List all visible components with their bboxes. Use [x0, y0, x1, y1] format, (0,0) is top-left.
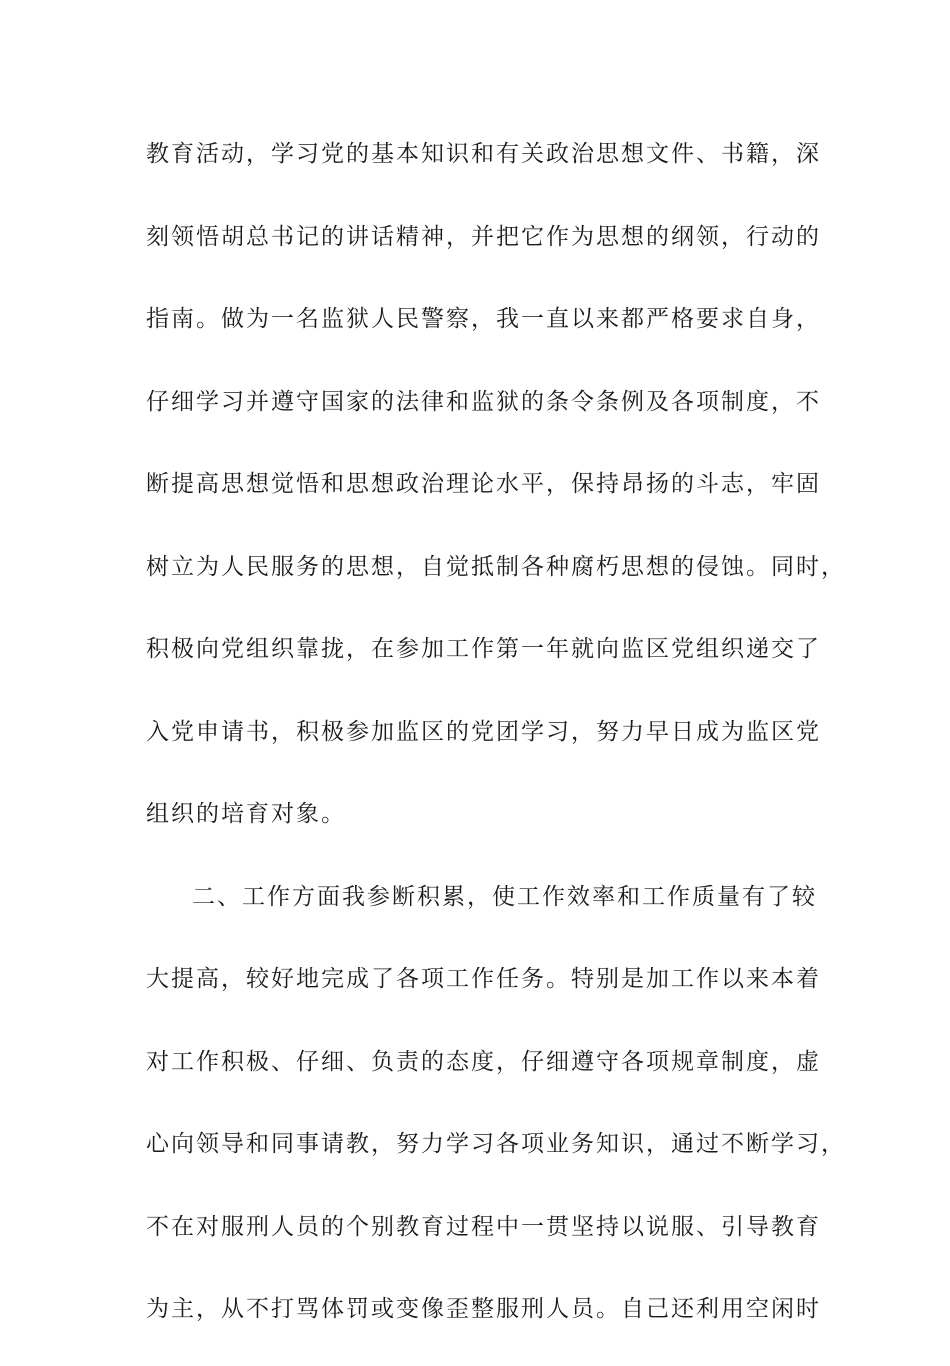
body-text: [146, 128, 846, 1366]
text-line: 为主，从不打骂体罚或变像歪整服刑人员。自己还利用空闲时: [146, 1296, 821, 1322]
text-line: 仔细学习并遵守国家的法律和监狱的条令条例及各项制度，不: [146, 388, 821, 415]
paragraph-start-line: 二、工作方面我参断积累，使工作效率和工作质量有了较: [192, 883, 817, 910]
text-line: 大提高，较好地完成了各项工作任务。特别是加工作以来本着: [146, 966, 821, 992]
text-line: 断提高思想觉悟和思想政治理论水平，保持昂扬的斗志，牢固: [146, 471, 821, 497]
text-line: 对工作积极、仔细、负责的态度，仔细遵守各项规章制度，虚: [146, 1048, 821, 1075]
text-line: 不在对服刑人员的个别教育过程中一贯坚持以说服、引导教育: [146, 1213, 821, 1240]
text-line: 教育活动，学习党的基本知识和有关政治思想文件、书籍，深: [146, 141, 821, 167]
text-line: 心向领导和同事请教，努力学习各项业务知识，通过不断学习，: [146, 1131, 846, 1157]
text-line: 树立为人民服务的思想，自觉抵制各种腐朽思想的侵蚀。同时，: [146, 553, 846, 580]
text-line: 指南。做为一名监狱人民警察，我一直以来都严格要求自身，: [146, 306, 821, 332]
text-line: 刻领悟胡总书记的讲话精神，并把它作为思想的纲领，行动的: [146, 223, 821, 250]
text-line: 组织的培育对象。: [146, 801, 346, 827]
text-line: 积极向党组织靠拢，在参加工作第一年就向监区党组织递交了: [146, 636, 821, 662]
text-line: 入党申请书，积极参加监区的党团学习，努力早日成为监区党: [146, 718, 821, 745]
